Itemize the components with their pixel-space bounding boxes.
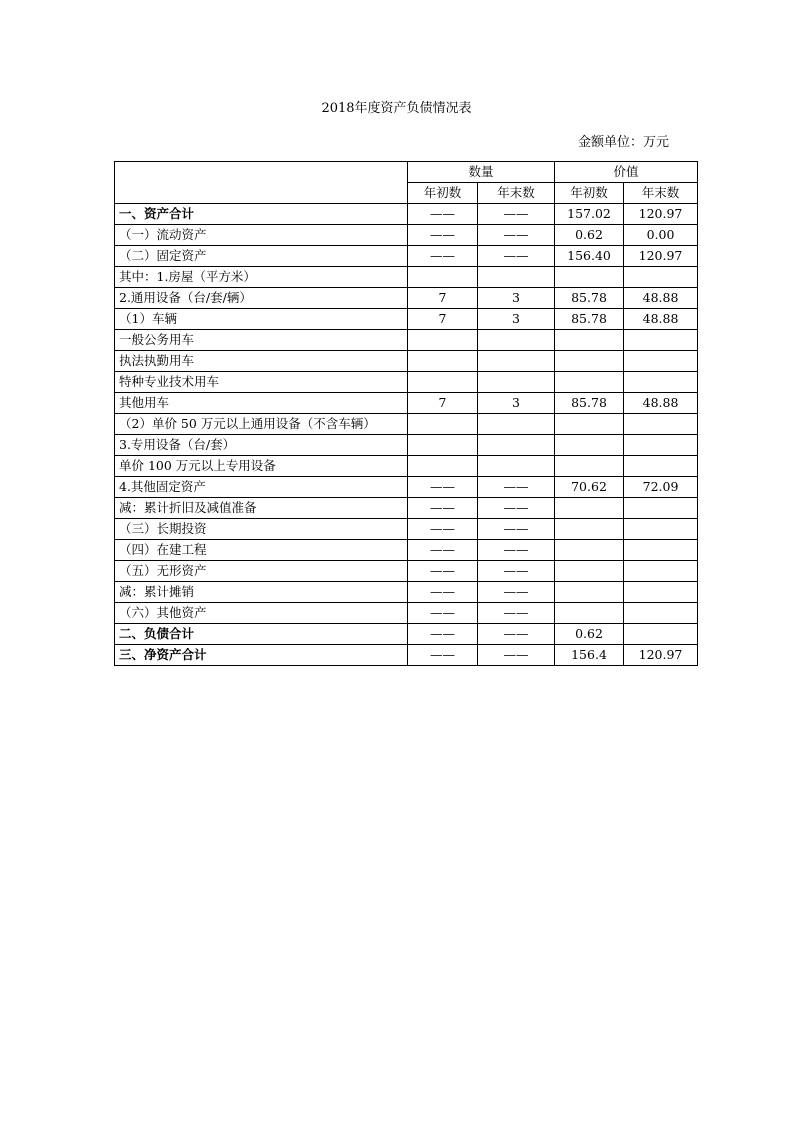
val-begin-cell: 85.78 — [555, 288, 624, 309]
val-begin-cell — [555, 351, 624, 372]
table-row — [115, 204, 698, 225]
row-label: 其中：1.房屋（平方米） — [115, 267, 408, 288]
val-end-cell: 0.00 — [624, 225, 698, 246]
val-end-cell: 72.09 — [624, 477, 698, 498]
qty-begin-cell — [408, 267, 478, 288]
row-label: （一）流动资产 — [115, 225, 408, 246]
row-label: 其他用车 — [115, 393, 408, 414]
qty-end-cell: —— — [478, 246, 555, 267]
table-row — [115, 267, 698, 288]
val-end-cell — [624, 267, 698, 288]
qty-end-cell: 3 — [478, 288, 555, 309]
val-end-cell — [624, 498, 698, 519]
row-label: （五）无形资产 — [115, 561, 408, 582]
val-end-cell — [624, 435, 698, 456]
row-label: 减：累计摊销 — [115, 582, 408, 603]
row-label: 减：累计折旧及减值准备 — [115, 498, 408, 519]
val-begin-cell: 157.02 — [555, 204, 624, 225]
row-label: 特种专业技术用车 — [115, 372, 408, 393]
table-row — [115, 624, 698, 645]
val-begin-cell — [555, 498, 624, 519]
document-title: 2018年度资产负债情况表 — [321, 101, 472, 116]
val-begin-cell — [555, 519, 624, 540]
val-begin-cell — [555, 414, 624, 435]
qty-end-cell — [478, 351, 555, 372]
qty-begin-cell: —— — [408, 540, 478, 561]
balance-sheet-table — [114, 161, 698, 666]
qty-begin-cell — [408, 351, 478, 372]
table-row — [115, 393, 698, 414]
table-row — [115, 414, 698, 435]
val-begin-cell — [555, 330, 624, 351]
qty-begin-cell: —— — [408, 498, 478, 519]
table-row — [115, 645, 698, 666]
row-label: 三、净资产合计 — [115, 645, 408, 666]
qty-begin-cell — [408, 330, 478, 351]
table-row — [115, 477, 698, 498]
table-row — [115, 498, 698, 519]
val-end-cell: 48.88 — [624, 309, 698, 330]
header-quantity: 数量 — [408, 162, 555, 183]
table-row — [115, 309, 698, 330]
val-end-cell — [624, 414, 698, 435]
table-row — [115, 582, 698, 603]
val-begin-cell: 156.40 — [555, 246, 624, 267]
table-row — [115, 330, 698, 351]
qty-end-cell: —— — [478, 498, 555, 519]
row-label: （三）长期投资 — [115, 519, 408, 540]
qty-end-cell: —— — [478, 624, 555, 645]
qty-begin-cell: —— — [408, 246, 478, 267]
qty-end-cell: 3 — [478, 393, 555, 414]
row-label: 一般公务用车 — [115, 330, 408, 351]
val-begin-cell: 0.62 — [555, 225, 624, 246]
row-label: （四）在建工程 — [115, 540, 408, 561]
qty-begin-cell — [408, 414, 478, 435]
qty-end-cell: —— — [478, 204, 555, 225]
qty-begin-cell — [408, 372, 478, 393]
table-row — [115, 351, 698, 372]
qty-begin-cell: 7 — [408, 309, 478, 330]
header-qty-begin: 年初数 — [408, 183, 478, 204]
table-row — [115, 372, 698, 393]
header-qty-end: 年末数 — [478, 183, 555, 204]
val-end-cell — [624, 330, 698, 351]
val-begin-cell: 70.62 — [555, 477, 624, 498]
val-end-cell: 48.88 — [624, 288, 698, 309]
row-label: 二、负债合计 — [115, 624, 408, 645]
table-row — [115, 519, 698, 540]
qty-end-cell: —— — [478, 477, 555, 498]
qty-begin-cell — [408, 456, 478, 477]
row-label: （1）车辆 — [115, 309, 408, 330]
header-value: 价值 — [555, 162, 698, 183]
amount-unit-note: 金额单位：万元 — [578, 135, 670, 150]
qty-end-cell: —— — [478, 561, 555, 582]
table-row — [115, 561, 698, 582]
val-end-cell: 120.97 — [624, 204, 698, 225]
val-begin-cell — [555, 456, 624, 477]
qty-end-cell: 3 — [478, 309, 555, 330]
qty-end-cell — [478, 414, 555, 435]
val-begin-cell — [555, 603, 624, 624]
val-begin-cell — [555, 267, 624, 288]
table-row — [115, 540, 698, 561]
val-begin-cell: 85.78 — [555, 393, 624, 414]
qty-begin-cell: —— — [408, 477, 478, 498]
val-end-cell — [624, 582, 698, 603]
qty-end-cell — [478, 267, 555, 288]
val-end-cell — [624, 540, 698, 561]
row-label: 2.通用设备（台/套/辆） — [115, 288, 408, 309]
row-label: 4.其他固定资产 — [115, 477, 408, 498]
qty-end-cell — [478, 435, 555, 456]
qty-end-cell — [478, 456, 555, 477]
qty-begin-cell — [408, 435, 478, 456]
row-label: 一、资产合计 — [115, 204, 408, 225]
header-row-groups — [115, 162, 698, 183]
val-begin-cell: 85.78 — [555, 309, 624, 330]
val-begin-cell — [555, 372, 624, 393]
header-val-begin: 年初数 — [555, 183, 624, 204]
table-row — [115, 246, 698, 267]
val-end-cell — [624, 456, 698, 477]
val-begin-cell — [555, 582, 624, 603]
val-begin-cell: 0.62 — [555, 624, 624, 645]
qty-end-cell: —— — [478, 645, 555, 666]
val-end-cell — [624, 603, 698, 624]
val-end-cell: 120.97 — [624, 645, 698, 666]
val-begin-cell — [555, 561, 624, 582]
val-end-cell — [624, 561, 698, 582]
header-val-end: 年末数 — [624, 183, 698, 204]
val-end-cell — [624, 624, 698, 645]
qty-end-cell: —— — [478, 519, 555, 540]
row-label: 单价 100 万元以上专用设备 — [115, 456, 408, 477]
qty-end-cell: —— — [478, 603, 555, 624]
qty-begin-cell: —— — [408, 582, 478, 603]
qty-begin-cell: —— — [408, 645, 478, 666]
val-end-cell — [624, 351, 698, 372]
val-end-cell: 48.88 — [624, 393, 698, 414]
table-row — [115, 435, 698, 456]
qty-end-cell: —— — [478, 540, 555, 561]
table-row — [115, 603, 698, 624]
qty-begin-cell: 7 — [408, 288, 478, 309]
row-label: （六）其他资产 — [115, 603, 408, 624]
qty-begin-cell: 7 — [408, 393, 478, 414]
qty-begin-cell: —— — [408, 225, 478, 246]
val-end-cell — [624, 519, 698, 540]
val-end-cell: 120.97 — [624, 246, 698, 267]
qty-end-cell — [478, 330, 555, 351]
table-row — [115, 456, 698, 477]
qty-begin-cell: —— — [408, 624, 478, 645]
qty-begin-cell: —— — [408, 204, 478, 225]
qty-begin-cell: —— — [408, 603, 478, 624]
qty-end-cell: —— — [478, 225, 555, 246]
header-blank-cell — [115, 162, 408, 204]
val-begin-cell: 156.4 — [555, 645, 624, 666]
val-end-cell — [624, 372, 698, 393]
qty-begin-cell: —— — [408, 561, 478, 582]
val-begin-cell — [555, 540, 624, 561]
qty-end-cell: —— — [478, 582, 555, 603]
table-row — [115, 288, 698, 309]
val-begin-cell — [555, 435, 624, 456]
table-row — [115, 225, 698, 246]
row-label: （2）单价 50 万元以上通用设备（不含车辆） — [115, 414, 408, 435]
qty-begin-cell: —— — [408, 519, 478, 540]
row-label: （二）固定资产 — [115, 246, 408, 267]
qty-end-cell — [478, 372, 555, 393]
row-label: 执法执勤用车 — [115, 351, 408, 372]
row-label: 3.专用设备（台/套） — [115, 435, 408, 456]
